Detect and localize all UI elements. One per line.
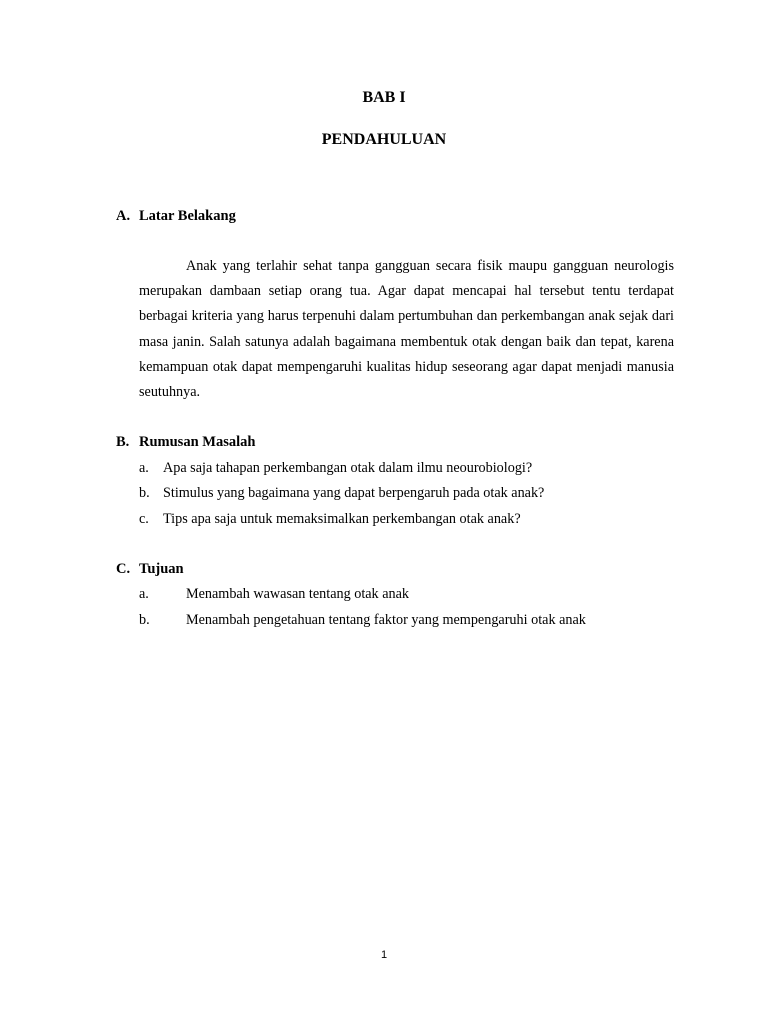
chapter-number: BAB I xyxy=(362,89,406,106)
list-marker: a. xyxy=(139,460,149,476)
list-marker: b. xyxy=(139,612,150,628)
section-b-heading xyxy=(116,432,255,452)
list-item-text: Stimulus yang bagaimana yang dapat berpengaruh pada otak anak? xyxy=(163,485,545,501)
page-number: 1 xyxy=(380,949,388,961)
list-item-text: Apa saja tahapan perkembangan otak dalam ilmu neourobiologi? xyxy=(163,460,533,476)
list-marker: c. xyxy=(139,511,149,527)
list-item-text: Tips apa saja untuk memaksimalkan perkembangan otak anak? xyxy=(163,511,521,527)
section-b-title: Rumusan Masalah xyxy=(139,434,256,450)
section-a-heading xyxy=(116,206,236,226)
section-a-letter: A. xyxy=(116,208,131,224)
list-item-text: Menambah wawasan tentang otak anak xyxy=(186,586,409,602)
list-marker: b. xyxy=(139,485,150,501)
section-c-heading xyxy=(116,559,184,579)
section-a-title: Latar Belakang xyxy=(139,208,236,224)
list-item-text: Menambah pengetahuan tentang faktor yang mempengaruhi otak anak xyxy=(186,612,586,628)
latar-belakang-paragraph: Anak yang terlahir sehat tanpa gangguan secara fisik maupu gangguan neurologis merupakan dambaan setiap orang tua. Agar dapat mencapai hal tersebut tentu terdapat berbagai kriteria yang harus terpenuhi dalam pertumbuhan dan perkembangan anak sejak dari masa janin. Salah satunya adalah bagaimana membentuk otak dengan baik dan tepat, karena kemampuan otak dapat mempengaruhi kualitas hidup seseorang agar dapat menjadi manusia seutuhnya. xyxy=(139,258,674,401)
chapter-title: PENDAHULUAN xyxy=(321,131,447,148)
section-c-letter: C. xyxy=(116,561,131,577)
section-b-letter: B. xyxy=(116,434,130,450)
section-c-title: Tujuan xyxy=(139,561,184,577)
list-marker: a. xyxy=(139,586,149,602)
